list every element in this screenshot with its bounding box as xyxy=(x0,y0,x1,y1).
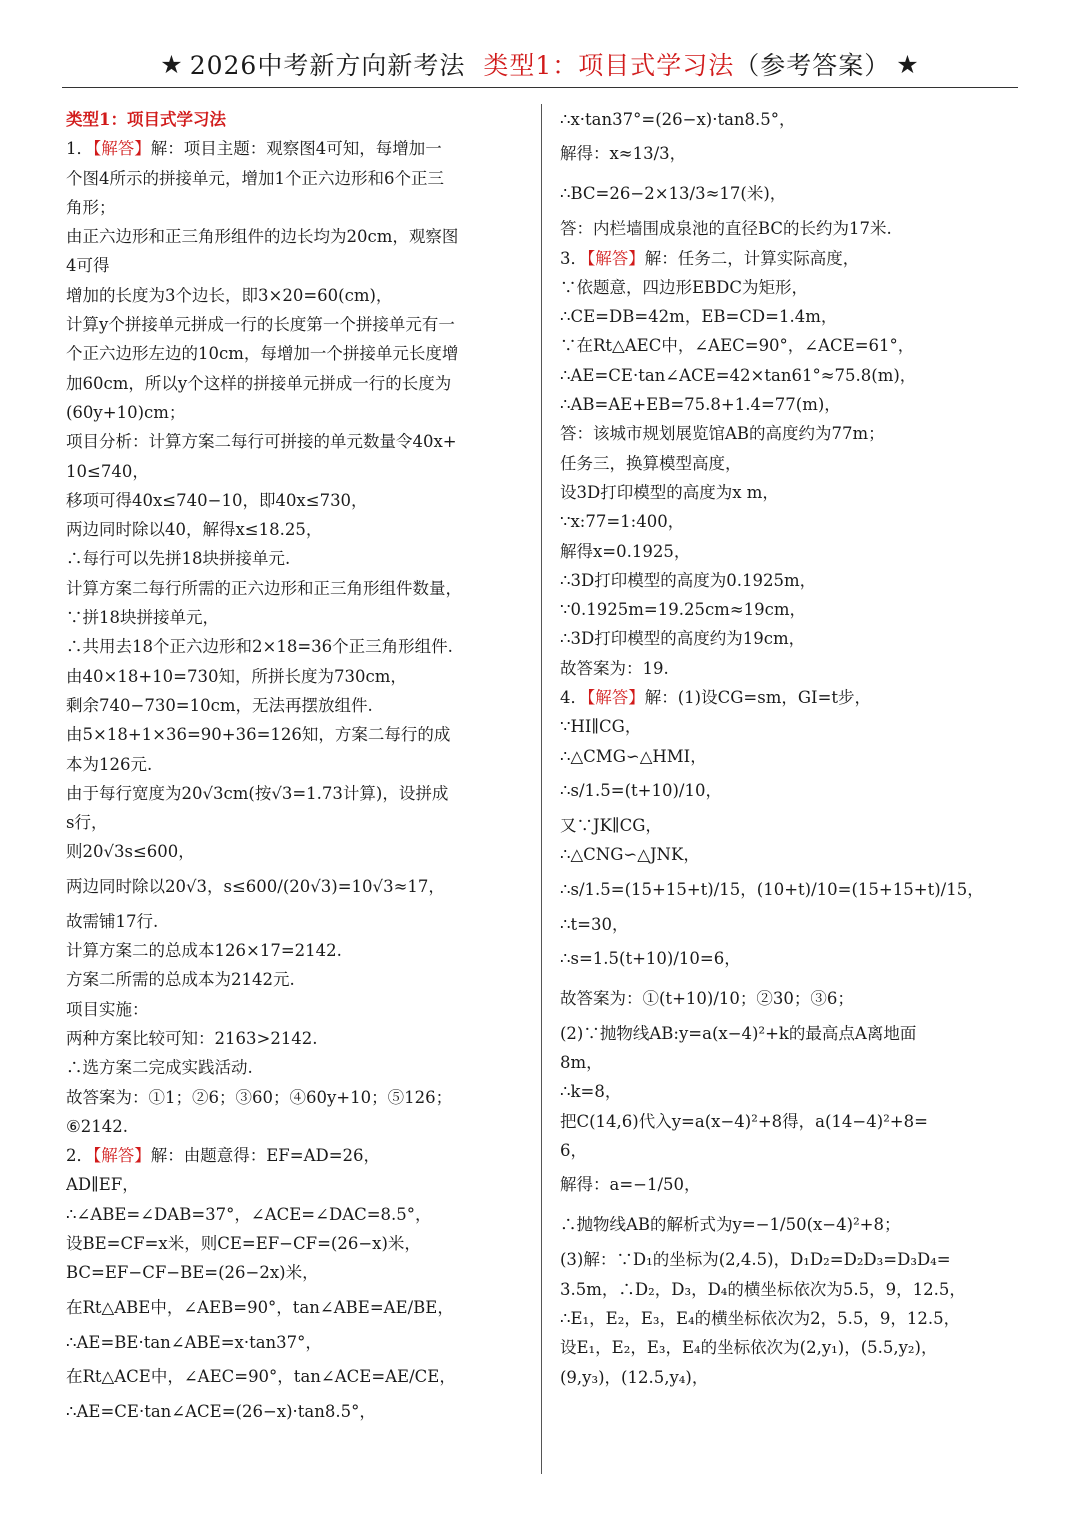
header-title: 2026中考新方向新考法 xyxy=(189,51,466,80)
line-text: ∵x:77=1:400， xyxy=(560,512,685,532)
line-text: 两种方案比较可知：2163>2142. xyxy=(66,1028,318,1048)
text-line xyxy=(66,544,528,573)
text-line xyxy=(66,1170,528,1199)
text-line xyxy=(66,281,528,310)
line-text: 个图4所示的拼接单元，增加1个正六边形和6个正三 xyxy=(66,168,444,188)
line-text: (2)∵抛物线AB:y=a(x−4)²+k的最高点A离地面 xyxy=(560,1023,917,1043)
text-line xyxy=(560,1245,1020,1274)
line-text: 由40×18+10=730知，所拼长度为730cm， xyxy=(66,666,407,686)
text-line xyxy=(560,331,1020,360)
text-line xyxy=(66,1083,528,1112)
text-line xyxy=(560,595,1020,624)
text-line xyxy=(560,1136,1020,1165)
line-text: ∴s/1.5=(t+10)/10， xyxy=(560,780,722,800)
line-text: ∴t=30， xyxy=(560,914,629,934)
text-line xyxy=(66,837,528,866)
text-line xyxy=(560,870,1020,910)
text-line xyxy=(560,105,1020,134)
text-line xyxy=(560,1205,1020,1245)
line-text: 设3D打印模型的高度为x m， xyxy=(560,482,779,502)
line-text: 又∵JK∥CG， xyxy=(560,815,662,835)
text-line xyxy=(66,515,528,544)
line-text: ∴AB=AE+EB=75.8+1.4=77(m)， xyxy=(560,395,841,415)
text-line xyxy=(560,1107,1020,1136)
line-text: ∴AE=CE·tan∠ACE=42×tan61°≈75.8(m)， xyxy=(560,365,917,385)
text-line xyxy=(560,507,1020,536)
line-text: ∵拼18块拼接单元， xyxy=(66,608,219,628)
text-line xyxy=(66,1258,528,1287)
text-line xyxy=(66,1024,528,1053)
line-text: 8m， xyxy=(560,1053,603,1073)
line-text: ∴∠ABE=∠DAB=37°，∠ACE=∠DAC=8.5°， xyxy=(66,1204,432,1224)
text-line xyxy=(560,1333,1020,1362)
text-line xyxy=(66,427,528,456)
text-line xyxy=(560,134,1020,174)
line-text: (3)解：∵D₁的坐标为(2,4.5)，D₁D₂=D₂D₃=D₃D₄= xyxy=(560,1250,951,1270)
line-text: 个正六边形左边的10cm，每增加一个拼接单元长度增 xyxy=(66,344,459,364)
line-text: 在Rt△ACE中，∠AEC=90°，tan∠ACE=AE/CE， xyxy=(66,1366,456,1386)
left-star-icon: ★ xyxy=(160,49,184,79)
line-text: ∴3D打印模型的高度约为19cm， xyxy=(560,629,806,649)
text-line xyxy=(66,369,528,398)
line-text: 设BE=CF=x米，则CE=EF−CF=(26−x)米， xyxy=(66,1233,421,1253)
answer-tag: 【解答】 xyxy=(587,688,645,708)
line-text: 方案二所需的总成本为2142元. xyxy=(66,970,295,990)
text-line xyxy=(560,939,1020,979)
text-line xyxy=(66,134,528,163)
text-line xyxy=(66,808,528,837)
text-line xyxy=(560,361,1020,390)
text-line xyxy=(66,310,528,339)
line-text: 设E₁，E₂，E₃，E₄的坐标依次为(2,y₁)，(5.5,y₂)， xyxy=(560,1338,938,1358)
text-line xyxy=(560,742,1020,771)
text-line xyxy=(560,654,1020,683)
answer-tag: 【解答】 xyxy=(93,139,151,159)
line-text: 故答案为：①1；②6；③60；④60y+10；⑤126； xyxy=(66,1087,453,1107)
text-line xyxy=(66,750,528,779)
line-text: 角形； xyxy=(66,197,116,217)
line-text: ∴CE=DB=42m，EB=CD=1.4m， xyxy=(560,307,838,327)
text-line xyxy=(66,222,528,251)
line-text: 项目分析：计算方案二每行可拼接的单元数量令40x+ xyxy=(66,432,457,452)
text-line xyxy=(560,811,1020,840)
text-line xyxy=(560,712,1020,741)
left-column xyxy=(66,105,528,1426)
line-text: ∴选方案二完成实践活动. xyxy=(66,1058,253,1078)
line-text: 故需铺17行. xyxy=(66,911,159,931)
line-text: ∴每行可以先拼18块拼接单元. xyxy=(66,549,291,569)
line-text: ∵依题意，四边形EBDC为矩形， xyxy=(560,277,809,297)
text-line xyxy=(66,603,528,632)
line-text: 增加的长度为3个边长，即3×20=60(cm)， xyxy=(66,285,393,305)
line-text: ∴E₁，E₂，E₃，E₄的横坐标依次为2，5.5，9，12.5， xyxy=(560,1308,961,1328)
line-text: 解得x=0.1925， xyxy=(560,541,691,561)
text-line xyxy=(66,1112,528,1141)
text-line xyxy=(560,1275,1020,1304)
line-text: ∴k=8， xyxy=(560,1082,622,1102)
text-line xyxy=(66,1288,528,1328)
text-line xyxy=(560,1048,1020,1077)
line-text: ∴AE=CE·tan∠ACE=(26−x)·tan8.5°， xyxy=(66,1401,376,1421)
text-line xyxy=(66,1229,528,1258)
line-text: 计算方案二每行所需的正六边形和正三角形组件数量， xyxy=(66,578,462,598)
right-star-icon: ★ xyxy=(896,49,920,79)
header-suffix: （参考答案） xyxy=(734,51,891,80)
line-text: 故答案为：19. xyxy=(560,658,669,678)
text-line xyxy=(560,537,1020,566)
line-text: 剩余740−730=10cm，无法再摆放组件. xyxy=(66,695,373,715)
line-text: 在Rt△ABE中，∠AEB=90°，tan∠ABE=AE/BE， xyxy=(66,1297,454,1317)
text-line xyxy=(66,486,528,515)
text-line xyxy=(66,691,528,720)
line-text: 解：任务二，计算实际高度， xyxy=(644,248,860,268)
text-line xyxy=(560,302,1020,331)
text-line xyxy=(66,457,528,486)
text-line xyxy=(560,979,1020,1019)
text-line xyxy=(66,632,528,661)
text-line xyxy=(560,910,1020,939)
line-text: ∵HI∥CG， xyxy=(560,717,642,737)
text-line xyxy=(66,720,528,749)
text-line xyxy=(66,398,528,427)
line-text: 由于每行宽度为20√3cm(按√3=1.73计算)，设拼成 xyxy=(66,783,449,803)
line-text: 计算方案二的总成本126×17=2142. xyxy=(66,941,342,961)
text-line xyxy=(560,214,1020,243)
line-text: 答：该城市规划展览馆AB的高度约为77m； xyxy=(560,424,885,444)
text-line xyxy=(560,390,1020,419)
text-line xyxy=(560,1077,1020,1106)
line-text: 计算y个拼接单元拼成一行的长度第一个拼接单元有一 xyxy=(66,315,455,335)
line-text: 由5×18+1×36=90+36=126知，方案二每行的成 xyxy=(66,725,451,745)
line-text: (9,y₃)，(12.5,y₄)， xyxy=(560,1367,709,1387)
line-text: 项目实施： xyxy=(66,999,149,1019)
text-line xyxy=(560,771,1020,811)
page-header xyxy=(62,40,1018,88)
text-line xyxy=(66,779,528,808)
text-line xyxy=(66,907,528,936)
line-text: 3.5m，∴D₂，D₃，D₄的横坐标依次为5.5，9，12.5， xyxy=(560,1279,966,1299)
text-line xyxy=(66,1357,528,1397)
answer-tag: 【解答】 xyxy=(93,1146,151,1166)
text-line xyxy=(560,840,1020,869)
line-text: 本为126元. xyxy=(66,754,153,774)
line-text: 两边同时除以20√3，s≤600/(20√3)=10√3≈17， xyxy=(66,876,445,896)
line-text: 6， xyxy=(560,1141,587,1161)
text-line xyxy=(560,1019,1020,1048)
text-line xyxy=(560,419,1020,448)
text-line xyxy=(560,1304,1020,1333)
text-line xyxy=(560,244,1020,273)
text-line xyxy=(66,965,528,994)
line-text: ∵在Rt△AEC中，∠AEC=90°，∠ACE=61°， xyxy=(560,336,915,356)
text-line xyxy=(66,164,528,193)
line-text: 4可得 xyxy=(66,256,110,276)
line-text: ∴s/1.5=(15+15+t)/15，(10+t)/10=(15+15+t)/15， xyxy=(560,879,984,899)
question-number: 1． xyxy=(66,139,93,159)
text-line xyxy=(66,1053,528,1082)
question-number: 4． xyxy=(560,688,587,708)
line-text: ∴3D打印模型的高度为0.1925m， xyxy=(560,570,817,590)
line-text: AD∥EF， xyxy=(66,1175,139,1195)
line-text: 答：内栏墙围成泉池的直径BC的长约为17米. xyxy=(560,219,892,239)
question-number: 3． xyxy=(560,248,587,268)
text-line xyxy=(66,936,528,965)
text-line xyxy=(66,251,528,280)
text-line xyxy=(66,1200,528,1229)
text-line xyxy=(66,193,528,222)
line-text: ∴BC=26−2×13/3≈17(米)， xyxy=(560,184,787,204)
text-line xyxy=(560,273,1020,302)
line-text: 类型1：项目式学习法 xyxy=(66,110,226,129)
line-text: ∴△CNG∽△JNK， xyxy=(560,845,700,865)
line-text: 解得：a=−1/50， xyxy=(560,1175,701,1195)
line-text: s行， xyxy=(66,813,108,833)
text-line xyxy=(66,1141,528,1170)
line-text: 解得：x≈13/3， xyxy=(560,144,687,164)
answer-tag: 【解答】 xyxy=(587,248,645,268)
text-line xyxy=(66,995,528,1024)
text-line xyxy=(560,174,1020,214)
text-line xyxy=(66,574,528,603)
text-line xyxy=(66,662,528,691)
text-line xyxy=(560,624,1020,653)
line-text: 解：由题意得：EF=AD=26， xyxy=(150,1146,381,1166)
line-text: 移项可得40x≤740−10，即40x≤730， xyxy=(66,490,368,510)
text-line xyxy=(66,105,528,134)
text-line xyxy=(560,683,1020,712)
text-line xyxy=(66,1328,528,1357)
line-text: ∴共用去18个正六边形和2×18=36个正三角形组件. xyxy=(66,637,453,657)
line-text: 由正六边形和正三角形组件的边长均为20cm，观察图 xyxy=(66,227,459,247)
line-text: ∴s=1.5(t+10)/10=6， xyxy=(560,948,741,968)
line-text: 解：(1)设CG=sm，GI=t步， xyxy=(644,688,872,708)
line-text: BC=EF−CF−BE=(26−2x)米， xyxy=(66,1263,319,1283)
line-text: 解：项目主题：观察图4可知，每增加一 xyxy=(150,139,442,159)
line-text: 任务三，换算模型高度， xyxy=(560,453,742,473)
header-highlight: 类型1：项目式学习法 xyxy=(483,51,735,80)
line-text: ∴AE=BE·tan∠ABE=x·tan37°， xyxy=(66,1332,322,1352)
line-text: 加60cm，所以y个这样的拼接单元拼成一行的长度为 xyxy=(66,373,452,393)
line-text: 两边同时除以40，解得x≤18.25， xyxy=(66,520,323,540)
text-line xyxy=(560,1165,1020,1205)
question-number: 2． xyxy=(66,1146,93,1166)
text-line xyxy=(66,1397,528,1426)
line-text: 10≤740， xyxy=(66,461,149,481)
line-text: ∴x·tan37°=(26−x)·tan8.5°， xyxy=(560,110,796,129)
line-text: ⑥2142. xyxy=(66,1116,129,1136)
line-text: ∴△CMG∽△HMI， xyxy=(560,746,707,766)
text-line xyxy=(560,449,1020,478)
line-text: ∵0.1925m=19.25cm≈19cm， xyxy=(560,600,807,620)
text-line xyxy=(560,478,1020,507)
right-column xyxy=(560,105,1020,1392)
line-text: (60y+10)cm； xyxy=(66,402,186,422)
text-line xyxy=(560,1363,1020,1392)
line-text: 把C(14,6)代入y=a(x−4)²+8得，a(14−4)²+8= xyxy=(560,1111,928,1131)
text-line xyxy=(66,339,528,368)
line-text: 故答案为：①(t+10)/10；②30；③6； xyxy=(560,988,854,1008)
line-text: 则20√3s≤600， xyxy=(66,842,195,862)
text-line xyxy=(560,566,1020,595)
header-rule xyxy=(62,87,1018,88)
line-text: ∴抛物线AB的解析式为y=−1/50(x−4)²+8； xyxy=(560,1215,901,1235)
column-divider xyxy=(541,104,542,1474)
text-line xyxy=(66,867,528,907)
